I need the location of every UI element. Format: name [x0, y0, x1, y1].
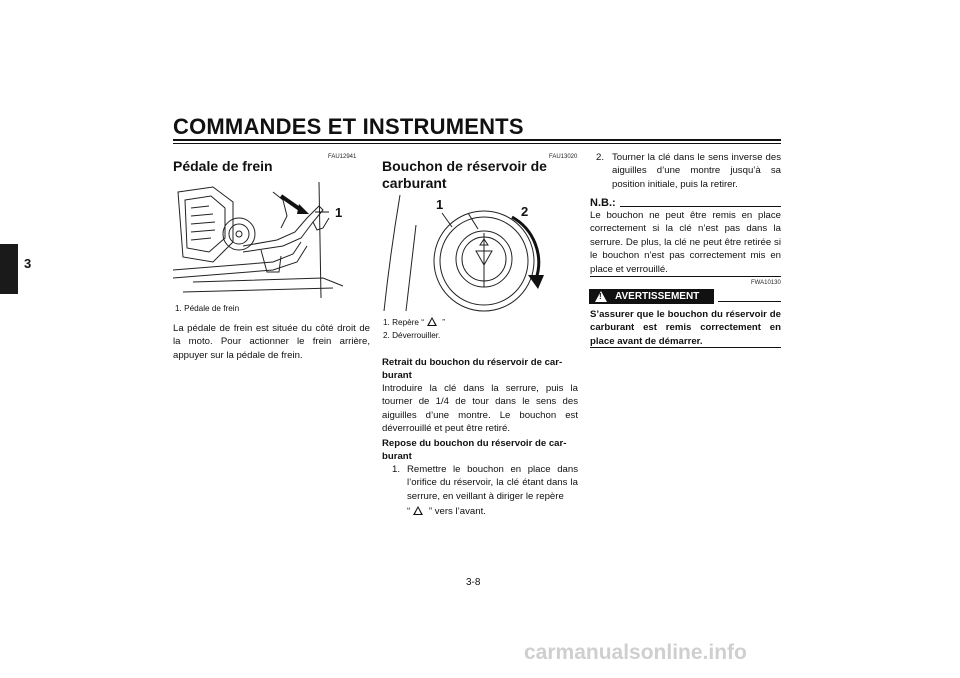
nb-rule	[620, 206, 781, 207]
figure-caption: 1. Pédale de frein	[175, 304, 240, 313]
body-text: Introduire la clé dans la serrure, puis la tourner de 1/4 de tour dans le sens des aiguilles d’une montre. Le bouchon est déverrouillé et peut être retiré.	[382, 383, 578, 435]
nb-label: N.B.:	[590, 197, 616, 209]
step-text: Tourner la clé dans le sens inverse des aiguilles d’une montre jusqu’à sa position initiale, puis la retirer.	[612, 152, 781, 190]
page-number: 3-8	[466, 577, 481, 588]
section-heading-fuel-cap: Bouchon de réservoir de	[382, 158, 547, 174]
section-code: FAU12941	[328, 154, 357, 160]
subheading-installation: Repose du bouchon du réservoir de car-	[382, 438, 567, 449]
step-number: 1.	[392, 464, 401, 475]
callout-1: 1	[335, 205, 343, 220]
caption-text: 1. Repère “	[383, 318, 424, 327]
callout-1: 1	[436, 197, 444, 212]
brake-pedal-illustration	[173, 182, 349, 300]
caption-text: ”	[439, 318, 445, 327]
nb-text: Le bouchon ne peut être remis en place correctement si la clé n’est pas dans la serrure. De plus, la clé ne peut être retirée si le bouchon n’est pas correctement mis en place et verrouillé.	[590, 210, 781, 275]
warning-top-rule	[590, 276, 781, 277]
warning-icon: !	[595, 291, 607, 302]
section-heading-fuel-cap-line2: carburant	[382, 175, 447, 191]
warning-text: S’assurer que le bouchon du réservoir de carburant est remis correctement en place avant de démarrer.	[590, 309, 781, 347]
step-text-end	[407, 505, 486, 518]
step-number: 2.	[596, 152, 605, 163]
chapter-number: 3	[24, 256, 32, 271]
section-code: FAU13020	[549, 154, 578, 160]
subheading-removal: Retrait du bouchon du réservoir de car-	[382, 357, 563, 368]
warning-label: AVERTISSEMENT	[615, 291, 700, 302]
triangle-mark-icon	[413, 506, 423, 515]
figure-caption-1	[383, 317, 445, 329]
triangle-mark-icon	[427, 317, 437, 326]
callout-2: 2	[521, 204, 529, 219]
subheading-installation-line2: burant	[382, 451, 412, 462]
warning-code: FWA10130	[751, 280, 781, 286]
chapter-tab	[0, 244, 18, 294]
warning-rule	[718, 301, 781, 302]
warning-bottom-rule	[590, 347, 781, 348]
figure-caption-2: 2. Déverrouiller.	[383, 331, 441, 340]
watermark: carmanualsonline.info	[524, 641, 747, 664]
fuel-cap-illustration	[380, 195, 576, 313]
step-text: Remettre le bouchon en place dans l’orifice du réservoir, la clé étant dans la serrure, en veillant à diriger le repère	[407, 464, 578, 502]
body-text: La pédale de frein est située du côté droit de la moto. Pour actionner le frein arrière, appuyer sur la pédale de frein.	[173, 323, 370, 361]
step-text-part: “	[407, 506, 411, 517]
section-heading-brake-pedal: Pédale de frein	[173, 158, 273, 174]
header-rule-thin	[173, 143, 781, 144]
header-rule	[173, 139, 781, 141]
step-text-part: ” vers l’avant.	[426, 506, 486, 517]
page-title: COMMANDES ET INSTRUMENTS	[173, 114, 524, 139]
warning-badge	[589, 289, 714, 304]
subheading-removal-line2: burant	[382, 370, 412, 381]
